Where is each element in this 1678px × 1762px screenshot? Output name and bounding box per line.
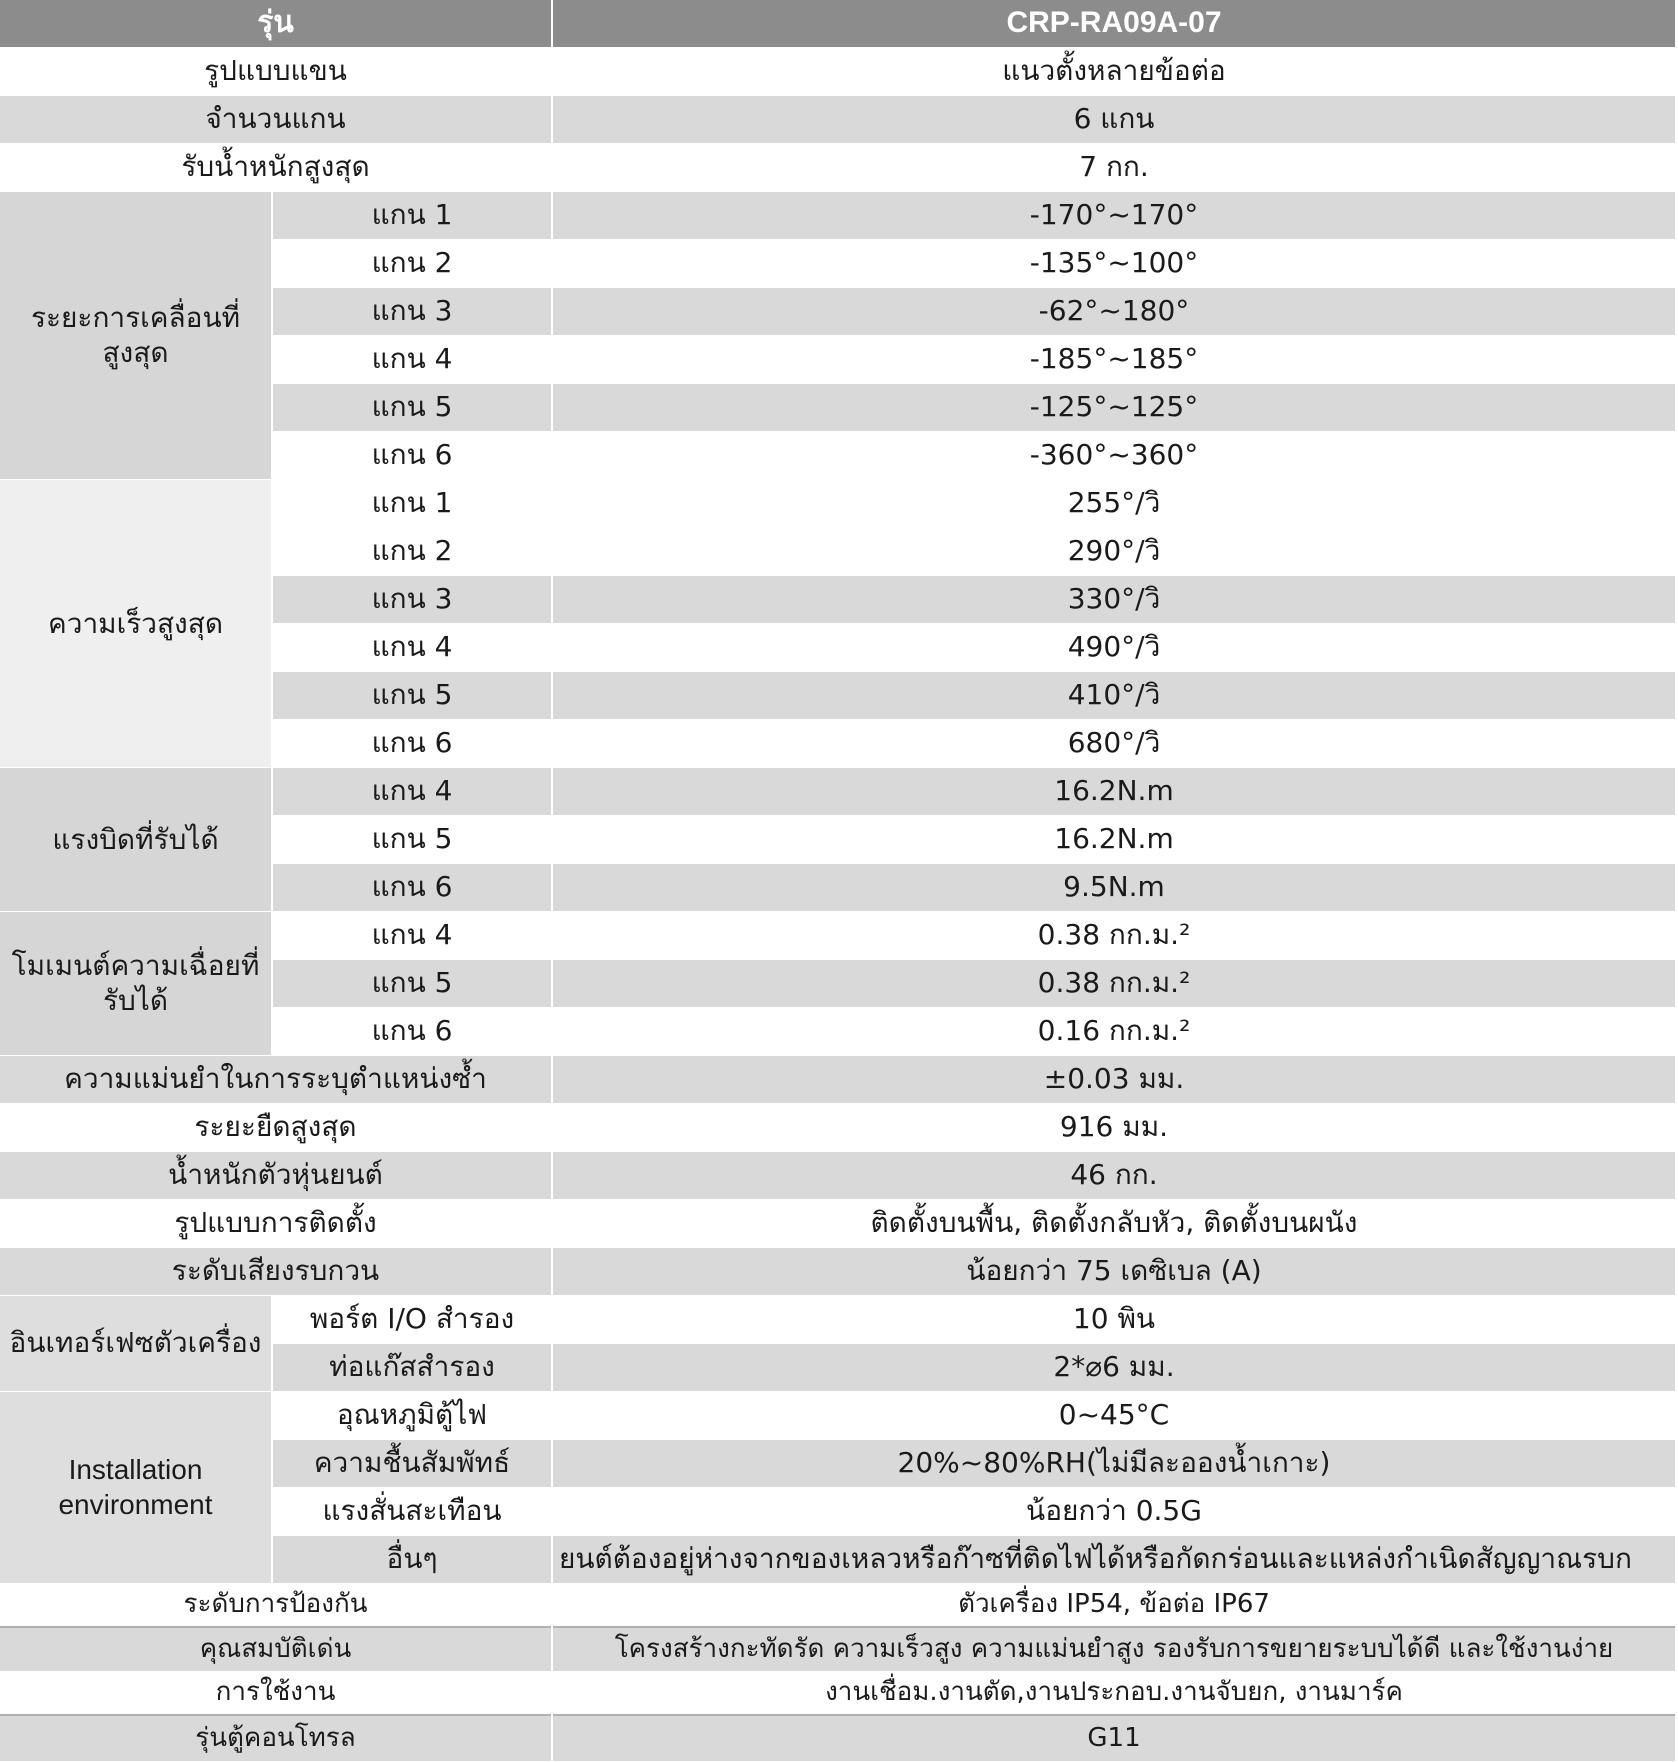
row-value: ตัวเครื่อง IP54, ข้อต่อ IP67 (552, 1583, 1676, 1627)
row-label: คุณสมบัติเด่น (0, 1627, 552, 1671)
axis-label: แกน 5 (272, 815, 552, 863)
axis-label: แกน 1 (272, 191, 552, 239)
row-label: จำนวนแกน (0, 95, 552, 143)
row-value: 9.5N.m (552, 863, 1676, 911)
axis-label: แกน 3 (272, 287, 552, 335)
sub-label: ท่อแก๊สสำรอง (272, 1343, 552, 1391)
row-value: 330°/วิ (552, 575, 1676, 623)
axis-label: แกน 5 (272, 383, 552, 431)
table-row (0, 1151, 1676, 1199)
table-row (0, 95, 1676, 143)
row-value: 0~45°C (552, 1391, 1676, 1439)
row-value: 290°/วิ (552, 527, 1676, 575)
group-label-max-speed: ความเร็วสูงสุด (0, 479, 272, 767)
row-label: รุ่นตู้คอนโทรล (0, 1715, 552, 1761)
table-row (0, 1583, 1676, 1627)
table-row (0, 47, 1676, 95)
table-row (0, 191, 1676, 239)
table-header-row (0, 0, 1676, 47)
row-value: -170°~170° (552, 191, 1676, 239)
row-label: ระยะยืดสูงสุด (0, 1103, 552, 1151)
header-model: CRP-RA09A-07 (552, 0, 1676, 47)
axis-label: แกน 3 (272, 575, 552, 623)
row-label: น้ำหนักตัวหุ่นยนต์ (0, 1151, 552, 1199)
sub-label: อุณหภูมิตู้ไฟ (272, 1391, 552, 1439)
table-row (0, 1247, 1676, 1295)
row-value: 0.38 กก.ม.² (552, 911, 1676, 959)
table-row (0, 911, 1676, 959)
table-row (0, 1671, 1676, 1715)
row-value: 10 พิน (552, 1295, 1676, 1343)
table-row (0, 767, 1676, 815)
axis-label: แกน 4 (272, 767, 552, 815)
axis-label: แกน 5 (272, 671, 552, 719)
sub-label: พอร์ต I/O สำรอง (272, 1295, 552, 1343)
table-row (0, 1295, 1676, 1343)
row-value: -135°~100° (552, 239, 1676, 287)
table-row (0, 479, 1676, 527)
row-value: ยนต์ต้องอยู่ห่างจากของเหลวหรือก๊าซที่ติดไฟได้หรือกัดกร่อนและแหล่งกำเนิดสัญญาณรบก (552, 1535, 1676, 1583)
table-row (0, 1715, 1676, 1761)
row-label: การใช้งาน (0, 1671, 552, 1715)
table-row (0, 1055, 1676, 1103)
row-value: -360°~360° (552, 431, 1676, 479)
row-value: ติดตั้งบนพื้น, ติดตั้งกลับหัว, ติดตั้งบนผนัง (552, 1199, 1676, 1247)
axis-label: แกน 1 (272, 479, 552, 527)
row-value: แนวตั้งหลายข้อต่อ (552, 47, 1676, 95)
axis-label: แกน 2 (272, 239, 552, 287)
axis-label: แกน 6 (272, 1007, 552, 1055)
group-label-torque: แรงบิดที่รับได้ (0, 767, 272, 911)
row-value: 16.2N.m (552, 767, 1676, 815)
row-value: 6 แกน (552, 95, 1676, 143)
row-label: ระดับการป้องกัน (0, 1583, 552, 1627)
group-label-interface: อินเทอร์เฟซตัวเครื่อง (0, 1295, 272, 1391)
header-label: รุ่น (0, 0, 552, 47)
row-value: ±0.03 มม. (552, 1055, 1676, 1103)
row-label: รับน้ำหนักสูงสุด (0, 143, 552, 191)
table-row (0, 143, 1676, 191)
row-value: 490°/วิ (552, 623, 1676, 671)
row-value: งานเชื่อม.งานตัด,งานประกอบ.งานจับยก, งานมาร์ค (552, 1671, 1676, 1715)
axis-label: แกน 5 (272, 959, 552, 1007)
row-value: G11 (552, 1715, 1676, 1761)
row-value: 680°/วิ (552, 719, 1676, 767)
row-value: น้อยกว่า 75 เดซิเบล (A) (552, 1247, 1676, 1295)
axis-label: แกน 6 (272, 863, 552, 911)
group-label-motion-range: ระยะการเคลื่อนที่สูงสุด (0, 191, 272, 479)
axis-label: แกน 2 (272, 527, 552, 575)
table-row (0, 1199, 1676, 1247)
row-value: 46 กก. (552, 1151, 1676, 1199)
sub-label: ความชื้นสัมพัทธ์ (272, 1439, 552, 1487)
row-value: -185°~185° (552, 335, 1676, 383)
axis-label: แกน 6 (272, 431, 552, 479)
row-value: 410°/วิ (552, 671, 1676, 719)
group-label-inertia: โมเมนต์ความเฉื่อยที่รับได้ (0, 911, 272, 1055)
row-value: 255°/วิ (552, 479, 1676, 527)
sub-label: แรงสั่นสะเทือน (272, 1487, 552, 1535)
row-value: 0.16 กก.ม.² (552, 1007, 1676, 1055)
axis-label: แกน 4 (272, 623, 552, 671)
row-value: 2*⌀6 มม. (552, 1343, 1676, 1391)
row-value: 7 กก. (552, 143, 1676, 191)
row-value: 16.2N.m (552, 815, 1676, 863)
axis-label: แกน 4 (272, 335, 552, 383)
row-label: ระดับเสียงรบกวน (0, 1247, 552, 1295)
table-row (0, 1103, 1676, 1151)
row-label: ความแม่นยำในการระบุตำแหน่งซ้ำ (0, 1055, 552, 1103)
row-value: -125°~125° (552, 383, 1676, 431)
axis-label: แกน 6 (272, 719, 552, 767)
row-value: -62°~180° (552, 287, 1676, 335)
group-label-installation-environment: Installation environment (0, 1391, 272, 1583)
axis-label: แกน 4 (272, 911, 552, 959)
row-value: 916 มม. (552, 1103, 1676, 1151)
table-row (0, 1627, 1676, 1671)
row-value: น้อยกว่า 0.5G (552, 1487, 1676, 1535)
sub-label: อื่นๆ (272, 1535, 552, 1583)
row-value: โครงสร้างกะทัดรัด ความเร็วสูง ความแม่นยำสูง รองรับการขยายระบบได้ดี และใช้งานง่าย (552, 1627, 1676, 1671)
row-value: 0.38 กก.ม.² (552, 959, 1676, 1007)
table-row (0, 1391, 1676, 1439)
row-value: 20%~80%RH(ไม่มีละอองน้ำเกาะ) (552, 1439, 1676, 1487)
row-label: รูปแบบการติดตั้ง (0, 1199, 552, 1247)
row-label: รูปแบบแขน (0, 47, 552, 95)
